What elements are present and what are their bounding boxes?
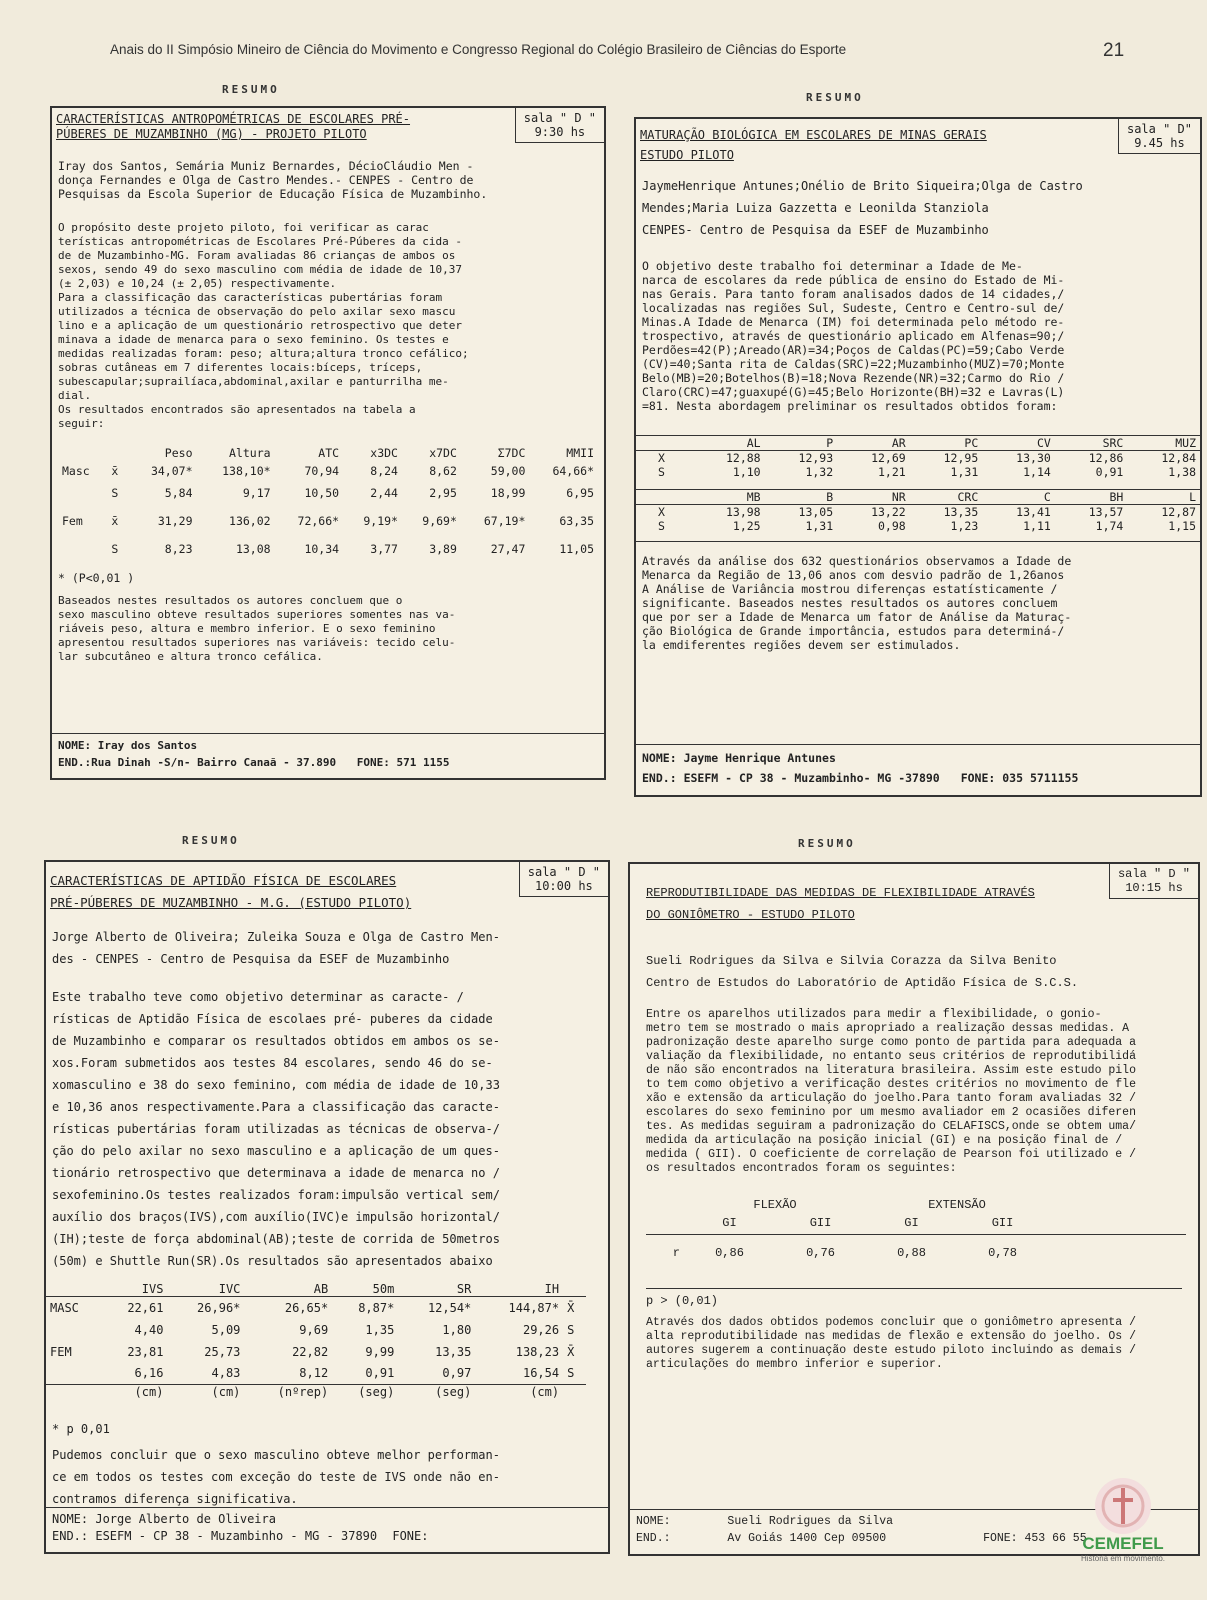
abstract-title-1 [56, 112, 410, 142]
table-cell [46, 1319, 101, 1341]
table-header-cell: P [826, 436, 834, 450]
note-3: * p 0,01 [52, 1422, 110, 1436]
table-cell: 8,62 [429, 464, 457, 478]
table-cell: 1,25 [732, 519, 761, 533]
table-cell: 138,23 [515, 1344, 560, 1359]
table-cell: FEM [50, 1344, 72, 1359]
table-cell: 26,96* [197, 1300, 241, 1315]
table-cell: 0,91 [365, 1366, 395, 1381]
table-cell: 5,84 [164, 486, 193, 500]
table-row [46, 1363, 586, 1385]
cemefel-logo [1068, 1478, 1178, 1593]
table-cell: 25,73 [204, 1344, 241, 1359]
table-cell: 13,35 [435, 1344, 472, 1359]
table-header-cell: Altura [229, 446, 271, 460]
table-cell: 29,26 [522, 1322, 560, 1337]
abstract-title-3 [50, 870, 411, 914]
table-cell: (nºrep) [277, 1385, 329, 1399]
page-header: Anais do II Simpósio Mineiro de Ciência do Movimento e Congresso Regional do Colégio Brasileiro de Ciências do Esporte [110, 42, 847, 57]
table-cell: 10,50 [304, 486, 340, 500]
table-cell: x̄ [111, 514, 119, 528]
sala-label: sala " D " [523, 111, 596, 125]
nome-label: NOME: [58, 739, 92, 752]
table-cell: 23,81 [127, 1344, 164, 1359]
contact-phone: 035 5711155 [1002, 771, 1079, 785]
table-cell: 22,61 [127, 1300, 164, 1315]
table-cell: 12,69 [871, 451, 906, 465]
table-cell: X̄ [567, 1344, 575, 1359]
table-header-cell [58, 446, 107, 460]
table-header-cell: PC [964, 436, 979, 450]
table-cell: 1,23 [950, 519, 979, 533]
abstract-box-2 [634, 117, 1202, 797]
abstract-box-3 [44, 860, 610, 1554]
table-header-cell: Peso [164, 446, 193, 460]
table-header-cell: NR [891, 490, 906, 504]
table-cell: 12,54* [427, 1300, 472, 1315]
table-cell: 67,19* [483, 514, 526, 528]
table-header-cell: x3DC [370, 446, 398, 460]
table-cell: 136,02 [229, 514, 271, 528]
table-cell: (cm) [530, 1385, 560, 1399]
table-header-cell: AR [891, 436, 906, 450]
table-cell: 1,74 [1095, 519, 1124, 533]
authors-2: JaymeHenrique Antunes;Onélio de Brito Siqueira;Olga de Castro Mendes;Maria Luiza Gazzetta e Leonilda Stanziola CENPES- Centro de Pesquisa da ESEF de Muzambinho [642, 179, 1083, 237]
contact-name: Jorge Alberto de Oliveira [95, 1512, 276, 1526]
table-cell: 1,80 [442, 1322, 472, 1337]
table-cell: X [658, 451, 665, 465]
contact-address: Av Goiás 1400 Cep 09500 [727, 1532, 887, 1545]
logo-brand: CEMEFEL [1082, 1534, 1164, 1553]
title-line: REPRODUTIBILIDADE DAS MEDIDAS DE FLEXIBILIDADE ATRAVÉS [646, 886, 1035, 900]
table-header-cell [107, 446, 128, 460]
table-header-cell: B [826, 490, 834, 504]
table-cell: 9,69 [299, 1322, 329, 1337]
table-row [58, 538, 598, 560]
abstract-title-2 [640, 125, 987, 165]
table-header-cell: L [1189, 490, 1196, 504]
table-cell: 12,84 [1161, 451, 1196, 465]
logo-emblem-icon [1095, 1478, 1151, 1534]
table-cell: (seg) [358, 1385, 395, 1399]
title-line: CARACTERÍSTICAS DE APTIDÃO FÍSICA DE ESCOLARES [50, 873, 397, 888]
table-cell: 13,22 [871, 505, 906, 519]
resumo-label-2: RESUMO [806, 91, 864, 104]
table-cell: 1,31 [950, 465, 979, 479]
table-cell [58, 482, 107, 504]
group-header: EXTENSÃO [928, 1198, 986, 1212]
table-cell: 0,76 [806, 1246, 835, 1261]
sala-label: sala " D" [1126, 122, 1192, 136]
table-header-cell: GII [991, 1215, 1014, 1230]
results-table-2b [636, 489, 1200, 533]
table-cell: S [111, 542, 119, 556]
table-cell: Fem [62, 514, 83, 528]
note-4: p > (0,01) [646, 1294, 719, 1308]
table-cell: 59,00 [490, 464, 526, 478]
table-cell: 13,41 [1016, 505, 1051, 519]
table-cell: 1,32 [805, 465, 834, 479]
table-cell: 8,24 [370, 464, 398, 478]
contact-phone: 453 66 55 [1024, 1532, 1087, 1545]
table-row [636, 519, 1200, 533]
table-cell: 2,95 [429, 486, 457, 500]
nome-label: NOME: [52, 1512, 89, 1526]
table-header-cell: ATC [318, 446, 340, 460]
table-cell: 6,16 [134, 1366, 164, 1381]
table-header-cell: CV [1036, 436, 1051, 450]
table-cell: 1,10 [732, 465, 761, 479]
end-label: END.: [52, 1529, 89, 1543]
table-cell: 18,99 [490, 486, 526, 500]
table-cell: 12,87 [1161, 505, 1196, 519]
table-cell: 13,30 [1016, 451, 1051, 465]
table-header-cell: CRC [957, 490, 979, 504]
table-cell: 138,10* [222, 464, 271, 478]
table-header-cell [636, 436, 692, 451]
table-cell: 12,86 [1088, 451, 1124, 465]
conclusion-2: Através da análise dos 632 questionários observamos a Idade de Menarca da Região de 13,06 anos com desvio padrão de 1,26anos A Análise de Variância mostrou diferenças estatísticamente / significante. Baseados nestes resultados os autores concluem que por ser a Idade de Menarca um fator de Análise da Maturaç- ção Biológica de Grande importância, estudos para determiná-/ la emdiferentes regiões devem ser estimulados. [642, 554, 1072, 652]
table-cell: 1,21 [878, 465, 906, 479]
table-cell: 27,47 [490, 542, 526, 556]
results-table-4 [646, 1198, 1186, 1272]
table-cell: r [672, 1246, 680, 1261]
table-cell: 8,12 [299, 1366, 329, 1381]
table-cell: S [658, 519, 665, 533]
table-cell: 12,95 [943, 451, 979, 465]
table-cell: MASC [50, 1300, 79, 1315]
table-cell: 5,09 [211, 1322, 241, 1337]
conclusion-4: Através dos dados obtidos podemos concluir que o goniômetro apresenta / alta reprodutibilidade nas medidas de flexão e extensão do joelho. Os / autores sugerem a continuação deste estudo piloto incluindo as demais / articulações do membro inferior e superior. [646, 1316, 1136, 1371]
contact-footer-1 [52, 733, 604, 778]
table-header-cell: SRC [1102, 436, 1124, 450]
table-cell: 26,65* [284, 1300, 329, 1315]
session-badge-4 [1109, 864, 1198, 899]
table-cell: 31,29 [157, 514, 193, 528]
nome-label: NOME: [636, 1515, 671, 1528]
table-cell: 64,66* [552, 464, 594, 478]
table-row [46, 1341, 586, 1363]
conclusion-3: Pudemos concluir que o sexo masculino obteve melhor performan- ce em todos os testes com exceção do teste de IVS onde não en- contramos diferença significativa. [52, 1448, 500, 1506]
table-cell: 1,14 [1023, 465, 1051, 479]
table-cell: 12,93 [798, 451, 834, 465]
table-cell: S [567, 1366, 575, 1381]
table-cell: S [658, 465, 665, 479]
table-header-cell: GI [722, 1215, 737, 1230]
table-cell: 63,35 [559, 514, 594, 528]
sala-time: 10:15 hs [1125, 881, 1183, 895]
table-header-cell: Σ7DC [497, 446, 526, 460]
sala-time: 9:30 hs [534, 125, 586, 139]
abstract-title-4 [646, 882, 1035, 926]
session-badge-3 [519, 862, 608, 897]
table-cell: 70,94 [304, 464, 340, 478]
conclusion-1: Baseados nestes resultados os autores concluem que o sexo masculino obteve resultados superiores somentes nas va- riáveis peso, altura e membro inferior. E o sexo feminino apresentou resultados superiores nas variáveis: tecido celu- lar subcutâneo e altura tronco cefálica. [58, 594, 456, 663]
resumo-label-3: RESUMO [182, 834, 240, 847]
nome-label: NOME: [642, 751, 677, 765]
table-cell: 0,86 [715, 1246, 744, 1261]
resumo-label-1: RESUMO [222, 83, 280, 96]
contact-phone: 571 1155 [396, 756, 450, 769]
table-header-cell [563, 1282, 586, 1297]
table-cell: 9,17 [242, 486, 271, 500]
table-cell: 0,97 [442, 1366, 472, 1381]
divider [646, 1288, 1182, 1289]
fone-label: FONE: [392, 1529, 429, 1543]
table-cell [58, 538, 107, 560]
fone-label: FONE: [960, 771, 996, 785]
table-cell [563, 1385, 586, 1400]
table-cell [46, 1363, 101, 1385]
table-header-cell: C [1043, 490, 1051, 504]
table-cell: 2,44 [370, 486, 398, 500]
results-table-3 [46, 1282, 586, 1399]
table-cell: 34,07* [150, 464, 193, 478]
table-cell: 1,15 [1168, 519, 1196, 533]
table-header-cell: AL [746, 436, 761, 450]
table-row [646, 1234, 1186, 1272]
resumo-label-4: RESUMO [798, 837, 856, 850]
table-header-cell: x7DC [429, 446, 457, 460]
table-cell: 10,34 [304, 542, 340, 556]
table-header-row [636, 436, 1200, 451]
table-cell: 4,40 [134, 1322, 164, 1337]
fone-label: FONE: [356, 756, 390, 769]
sala-time: 10:00 hs [534, 879, 593, 893]
table-cell: 13,98 [725, 505, 761, 519]
table-cell: Masc [62, 464, 90, 478]
table-row [46, 1319, 586, 1341]
table-cell: S [567, 1322, 575, 1337]
table-cell: 16,54 [522, 1366, 560, 1381]
table-header-row [646, 1212, 1186, 1234]
table-header-cell: MMII [566, 446, 594, 460]
contact-name: Jayme Henrique Antunes [683, 751, 836, 765]
table-cell: 1,31 [805, 519, 834, 533]
fone-label: FONE: [983, 1532, 1018, 1545]
authors-4: Sueli Rodrigues da Silva e Silvia Corazza da Silva Benito Centro de Estudos do Laboratório de Aptidão Física de S.C.S. [646, 954, 1079, 990]
sala-time: 9.45 hs [1134, 136, 1185, 150]
table-cell: 144,87* [508, 1300, 560, 1315]
table-header-cell: GI [904, 1215, 919, 1230]
table-cell: 12,88 [725, 451, 761, 465]
table-cell: (cm) [134, 1385, 164, 1399]
body-1: O propósito deste projeto piloto, foi verificar as carac terísticas antropométricas de Escolares Pré-Púberes da cida - de de Muzambinho-MG. Foram avaliadas 86 crianças de ambos os sexos, sendo 49 do sexo masculino com média de idade de 10,37 (± 2,03) e 10,24 (± 2,05) respectivamente. Para a classificação das características pubertárias foram utilizados a técnica de observação do pelo axilar sexo mascu lino e a aplicação de um questionário retrospectivo que deter minava a idade de menarca para o sexo feminino. Os testes e medidas realizadas foram: peso; altura;altura tronco cefálico; sobras cutâneas em 7 diferentes locais:bíceps, tríceps, subescapular;suprailíaca,abdominal,axilar e panturrilha me- dial. Os resultados encontrados são apresentados na tabela a seguir: [58, 221, 469, 430]
table-header-cell [46, 1282, 101, 1297]
table-row [58, 504, 598, 538]
table-header-cell: BH [1109, 490, 1124, 504]
table-row [636, 505, 1200, 520]
authors-1: Iray dos Santos, Semária Muniz Bernardes, DécioCláudio Men - donça Fernandes e Olga de Castro Mendes.- CENPES - Centro de Pesquisas da Escola Superior de Educação Física de Muzambinho. [58, 159, 488, 201]
table-header-cell: IVC [218, 1282, 241, 1296]
table-cell: (cm) [211, 1385, 241, 1399]
table-header-cell: MB [746, 490, 761, 504]
group-header-row [646, 1198, 1186, 1212]
end-label: END.: [642, 771, 677, 785]
group-header: FLEXÃO [753, 1198, 797, 1212]
table-cell: 9,19* [363, 514, 398, 528]
session-badge-1 [515, 108, 604, 143]
table-header-cell: IH [544, 1282, 560, 1296]
end-label: END.: [636, 1532, 671, 1545]
contact-address: ESEFM - CP 38 - Muzambinho- MG -37890 [683, 771, 940, 785]
abstract-box-1 [50, 106, 606, 780]
table-cell: 13,05 [798, 505, 834, 519]
table-row [58, 460, 598, 482]
sala-label: sala " D " [527, 865, 600, 879]
table-header-cell: IVS [141, 1282, 164, 1296]
abstract-box-4 [628, 862, 1200, 1556]
title-line: DO GONIÔMETRO - ESTUDO PILOTO [646, 908, 855, 922]
note-1: * (P<0,01 ) [58, 571, 135, 585]
title-line: ESTUDO PILOTO [640, 148, 734, 162]
table-cell: 1,35 [365, 1322, 395, 1337]
table-cell: 11,05 [559, 542, 594, 556]
table-cell: 72,66* [297, 514, 340, 528]
session-badge-2 [1118, 119, 1200, 154]
table-cell: 3,89 [429, 542, 457, 556]
table-cell: 0,98 [878, 519, 906, 533]
body-4: Entre os aparelhos utilizados para medir a flexibilidade, o gonio- metro tem se mostrado o mais apropriado a realização dessas medidas. A padronização deste aparelho surge como ponto de partida para adequada a valiação da flexibilidade, no entanto seus critérios de reprodutibilidá de não são encontrados na literatura brasileira. Assim este estudo pilo to tem como objetivo a verificação destes critérios no movimento de fle xão e extensão da articulação do joelho.Para tanto foram avaliadas 32 / escolares do sexo feminino por um mesmo avaliador em 2 ocasiões diferen tes. As medidas seguiram a padronização do CELAFISCS,onde se obtem uma/ medida da articulação na posição inicial (GI) e na posição final de / medida ( GII). O coeficiente de correlação de Pearson foi utilizado e / os resultados encontrados foram os seguintes: [646, 1008, 1136, 1175]
page-number: 21 [1103, 40, 1125, 61]
table-row [636, 451, 1200, 466]
table-header-cell: 50m [372, 1282, 395, 1296]
table-header-row [636, 490, 1200, 505]
contact-address: ESEFM - CP 38 - Muzambinho - MG - 37890 [95, 1529, 378, 1543]
table-header-cell: AB [313, 1282, 329, 1296]
table-cell: X [658, 505, 665, 519]
table-cell: 8,23 [164, 542, 193, 556]
contact-address: Rua Dinah -S/n- Bairro Canaã - 37.890 [91, 756, 337, 769]
table-cell: X̄ [567, 1300, 575, 1315]
table-cell: 0,78 [988, 1246, 1017, 1261]
table-header-cell [636, 490, 692, 505]
body-3: Este trabalho teve como objetivo determinar as caracte- / rísticas de Aptidão Física de escolaes pré- puberes da cidade de Muzambinho e comparar os resultados obtidos em ambos os se- xos.Foram submetidos aos testes 84 escolares, sendo 46 do se- xomasculino e 38 do sexo feminino, com média de idade de 10,33 e 10,36 anos respectivamente.Para a classificação das caracte- rísticas pubertárias foram utilizadas as técnicas de observa-/ ção do pelo axilar no sexo masculino e a aplicação de um ques- tionário retrospectivo que determinava a idade de menarca no / sexofeminino.Os testes realizados foram:impulsão vertical sem/ auxílio dos braços(IVS),com auxílio(IVC)e impulsão horizontal/ (IH);teste de força abdominal(AB);teste de corrida de 50metros (50m) e Shuttle Run(SR).Os resultados são apresentados abaixo [52, 990, 500, 1268]
divider [636, 541, 1200, 542]
table-header-cell: SR [456, 1282, 472, 1296]
sala-label: sala " D " [1117, 867, 1190, 881]
authors-3: Jorge Alberto de Oliveira; Zuleika Souza e Olga de Castro Men- des - CENPES - Centro de Pesquisa da ESEF de Muzambinho [52, 930, 500, 966]
table-cell: 9,69* [422, 514, 457, 528]
table-row [58, 482, 598, 504]
table-row [636, 465, 1200, 479]
table-cell [46, 1385, 101, 1400]
contact-name: Sueli Rodrigues da Silva [727, 1515, 894, 1528]
logo-tagline: História em movimento. [1080, 1554, 1166, 1563]
table-cell: x̄ [111, 464, 119, 478]
table-header-row [46, 1282, 586, 1297]
contact-name: Iray dos Santos [97, 739, 198, 752]
table-cell: S [111, 486, 119, 500]
table-row [46, 1297, 586, 1319]
table-cell: 1,38 [1168, 465, 1196, 479]
title-line: PÚBERES DE MUZAMBINHO (MG) - PROJETO PILOTO [56, 127, 367, 141]
table-header-cell: MUZ [1175, 436, 1196, 450]
end-label: END.: [58, 756, 92, 769]
results-table-2a [636, 435, 1200, 479]
contact-footer-2 [636, 744, 1200, 795]
table-cell: 1,11 [1023, 519, 1051, 533]
table-cell: 8,87* [358, 1300, 395, 1315]
table-cell: 13,57 [1088, 505, 1124, 519]
table-cell: 6,95 [566, 486, 594, 500]
results-table-1 [58, 446, 598, 560]
title-line: PRÉ-PÚBERES DE MUZAMBINHO - M.G. (ESTUDO PILOTO) [50, 895, 412, 910]
table-cell: 4,83 [211, 1366, 241, 1381]
table-cell: 3,77 [370, 542, 398, 556]
body-2: O objetivo deste trabalho foi determinar a Idade de Me- narca de escolares da rede pública de ensino do Estado de Mi- nas Gerais. Para tanto foram analisados dados de 14 cidades,/ localizadas nas regiões Sul, Sudeste, Centro e Centro-sul de/ Minas.A Idade de Menarca (IM) foi determinada pelo método re- trospectivo, através de questionário aplicado em Alfenas=90;/ Perdões=42(P);Areado(AR)=34;Poços de Caldas(PC)=59;Cabo Verde (CV)=40;Santa rita de Caldas(SRC)=22;Muzambinho(MUZ)=70;Monte Belo(MB)=20;Botelhos(B)=18;Nova Rezende(NR)=32;Carmo do Rio / Claro(CRC)=47;guaxupé(G)=45;Belo Horizonte(BH)=32 e Lavras(L) =81. Nesta abordagem preliminar os resultados obtidos foram: [642, 259, 1065, 413]
title-line: CARACTERÍSTICAS ANTROPOMÉTRICAS DE ESCOLARES PRÉ- [56, 112, 411, 126]
table-header-cell: GII [809, 1215, 832, 1230]
table-cell: (seg) [435, 1385, 472, 1399]
table-cell: 13,08 [235, 542, 271, 556]
table-cell: 0,91 [1095, 465, 1124, 479]
table-cell: 13,35 [943, 505, 979, 519]
title-line: MATURAÇÃO BIOLÓGICA EM ESCOLARES DE MINAS GERAIS [640, 128, 987, 142]
table-header-row [58, 446, 598, 460]
table-cell: 22,82 [292, 1344, 329, 1359]
contact-footer-3 [46, 1507, 608, 1552]
units-row [46, 1385, 586, 1400]
table-cell: 9,99 [365, 1344, 395, 1359]
table-cell: 0,88 [897, 1246, 926, 1261]
